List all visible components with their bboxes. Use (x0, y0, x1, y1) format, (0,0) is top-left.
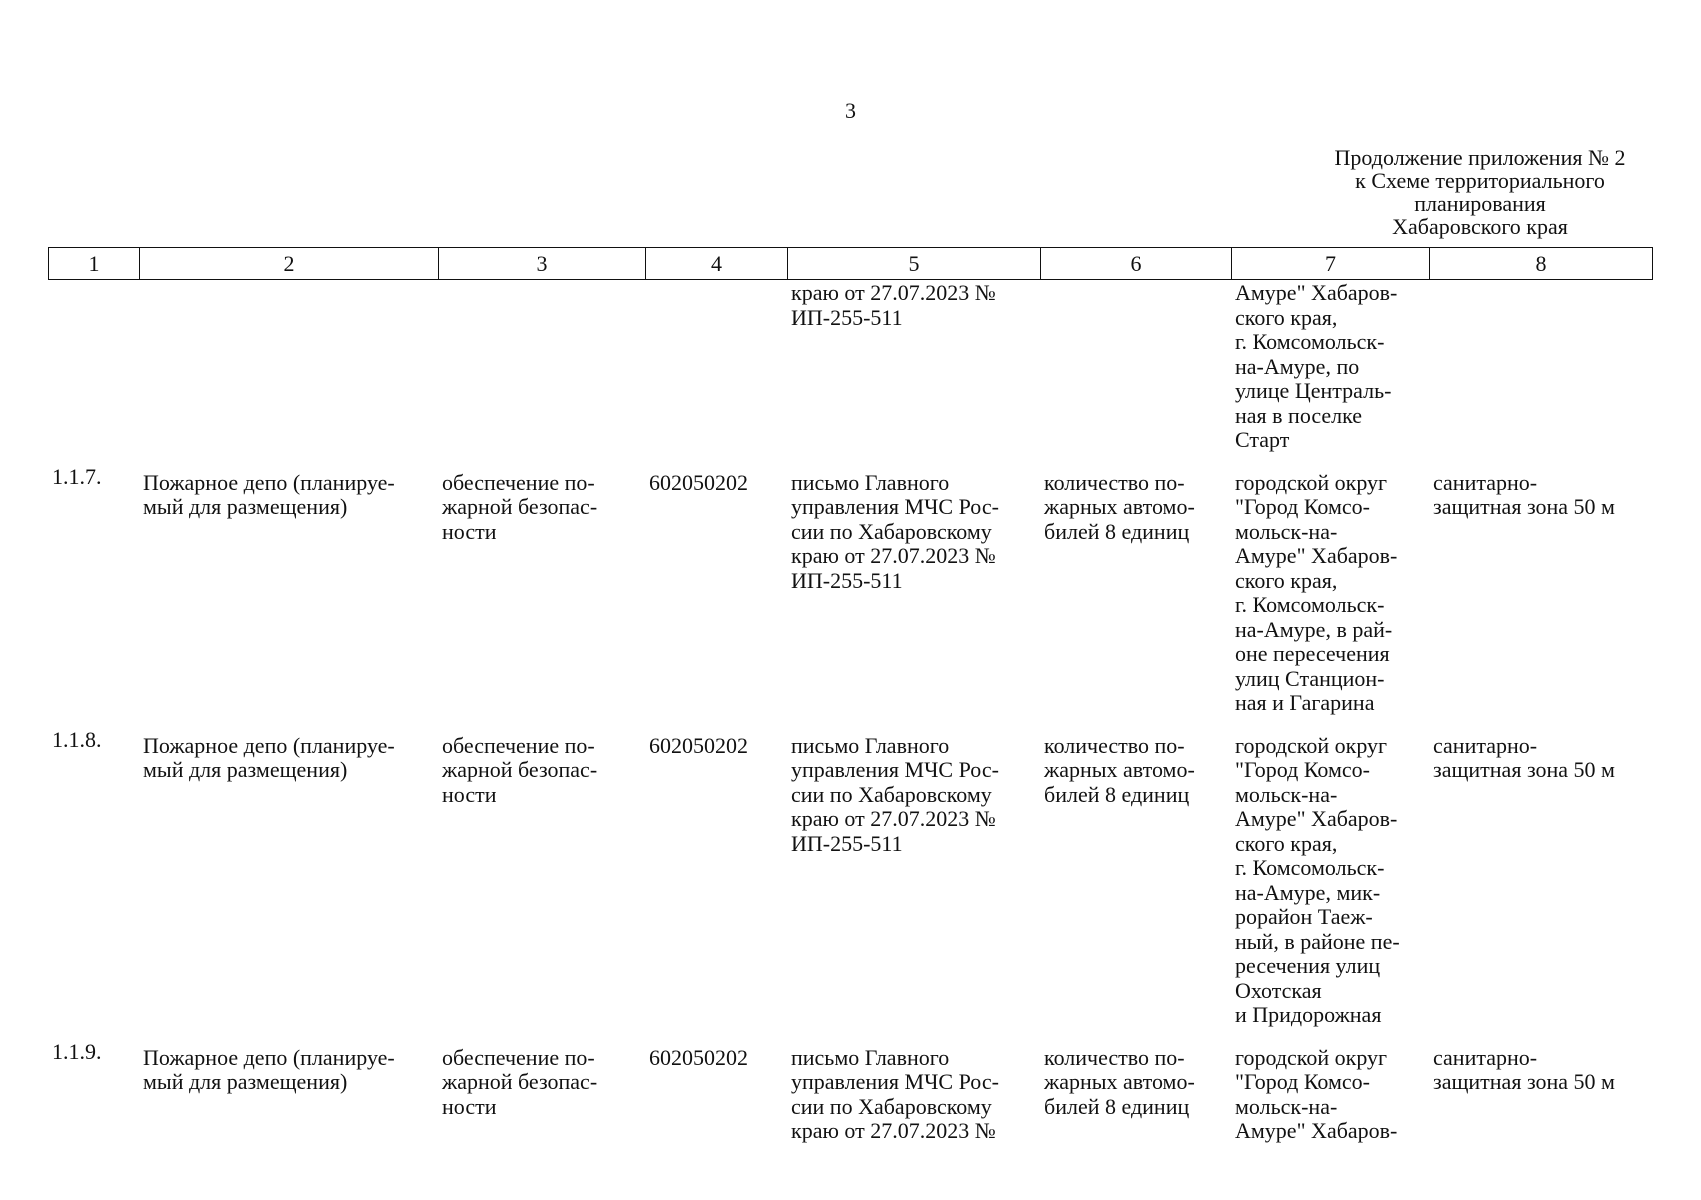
cell-line: билей 8 единиц (1044, 1093, 1190, 1119)
cell-code: 602050202 (649, 732, 748, 758)
cell-line: жарной безопас- (442, 1069, 598, 1094)
cell-location (1231, 281, 1429, 463)
table-row (48, 726, 1652, 1038)
column-header-4: 4 (646, 248, 788, 280)
column-header-1: 1 (49, 248, 140, 280)
cell-line: Амуре" Хабаров- (1235, 543, 1398, 568)
cell-line: управления МЧС Рос- (791, 494, 999, 519)
cell-line: санитарно- (1433, 469, 1538, 495)
column-header-row (49, 248, 1653, 280)
cell-line: мольск-на- (1235, 781, 1338, 807)
cell-line: Амуре" Хабаров- (1235, 806, 1398, 831)
cell-num: 1.1.9. (52, 1038, 102, 1064)
cell-line: ности (442, 518, 497, 544)
cell-line: "Город Комсо- (1235, 757, 1370, 782)
cell-line: краю от 27.07.2023 № (791, 280, 996, 305)
cell-line: ского края, (1235, 304, 1338, 330)
appendix-line: планирования (1414, 191, 1546, 216)
cell-code (645, 281, 787, 463)
cell-line: краю от 27.07.2023 № (791, 806, 996, 831)
cell-line: письмо Главного (791, 469, 950, 495)
cell-line: обеспечение по- (442, 1044, 595, 1070)
cell-line: жарных автомо- (1044, 1069, 1195, 1094)
cell-line: защитная зона 50 м (1433, 757, 1615, 782)
cell-line: ная в поселке (1235, 402, 1363, 428)
column-header-7: 7 (1232, 248, 1430, 280)
cell-line: ского края, (1235, 830, 1338, 856)
cell-line: Охотская (1235, 977, 1322, 1003)
cell-line: оне пересечения (1235, 641, 1390, 666)
cell-line: билей 8 единиц (1044, 781, 1190, 807)
cell-line: г. Комсомольск- (1235, 855, 1385, 880)
table-row (48, 463, 1652, 726)
cell-num: 1.1.7. (52, 463, 102, 489)
cell-location (1231, 463, 1429, 726)
appendix-header (1290, 146, 1670, 238)
cell-basis (787, 281, 1040, 463)
cell-line: "Город Комсо- (1235, 494, 1370, 519)
cell-line: Пожарное депо (планируе- (143, 469, 395, 495)
cell-line: обеспечение по- (442, 732, 595, 758)
cell-basis (787, 463, 1040, 726)
cell-line: сии по Хабаровскому (791, 518, 992, 544)
cell-line: письмо Главного (791, 1044, 950, 1070)
cell-line: улице Централь- (1235, 378, 1392, 403)
cell-line: ности (442, 1093, 497, 1119)
cell-line: и Придорожная (1235, 1002, 1382, 1027)
cell-line: мый для размещения) (143, 757, 348, 782)
cell-line: "Город Комсо- (1235, 1069, 1370, 1094)
cell-name (139, 463, 438, 726)
continuation-row (48, 281, 1652, 463)
cell-line: управления МЧС Рос- (791, 1069, 999, 1094)
cell-num (48, 281, 139, 463)
cell-line: на-Амуре, по (1235, 353, 1360, 379)
cell-line: Пожарное депо (планируе- (143, 1044, 395, 1070)
cell-characteristics (1040, 1038, 1231, 1144)
cell-line: жарной безопас- (442, 757, 598, 782)
cell-zone (1429, 726, 1652, 1038)
cell-name (139, 281, 438, 463)
data-table (48, 281, 1652, 1144)
cell-name (139, 1038, 438, 1144)
cell-purpose (438, 463, 645, 726)
cell-line: обеспечение по- (442, 469, 595, 495)
cell-line: на-Амуре, в рай- (1235, 616, 1393, 642)
cell-line: Амуре" Хабаров- (1235, 280, 1398, 305)
cell-location (1231, 726, 1429, 1038)
cell-zone (1429, 1038, 1652, 1144)
cell-line: городской округ (1235, 469, 1388, 495)
cell-line: сии по Хабаровскому (791, 781, 992, 807)
cell-location (1231, 1038, 1429, 1144)
appendix-line: к Схеме территориального (1355, 168, 1605, 193)
column-header-8: 8 (1430, 248, 1653, 280)
cell-purpose (438, 281, 645, 463)
table-row (48, 1038, 1652, 1144)
cell-line: санитарно- (1433, 1044, 1538, 1070)
cell-line: ный, в районе пе- (1235, 928, 1400, 954)
cell-line: Старт (1235, 427, 1290, 452)
cell-line: ИП-255-511 (791, 567, 903, 593)
cell-zone (1429, 281, 1652, 463)
cell-line: письмо Главного (791, 732, 950, 758)
cell-line: краю от 27.07.2023 № (791, 1118, 996, 1143)
cell-characteristics (1040, 726, 1231, 1038)
cell-line: на-Амуре, мик- (1235, 879, 1381, 905)
cell-line: ности (442, 781, 497, 807)
column-header-3: 3 (439, 248, 646, 280)
cell-line: Пожарное депо (планируе- (143, 732, 395, 758)
cell-line: санитарно- (1433, 732, 1538, 758)
cell-line: г. Комсомольск- (1235, 592, 1385, 617)
cell-code: 602050202 (649, 469, 748, 495)
cell-line: жарных автомо- (1044, 494, 1195, 519)
table-body (48, 281, 1652, 1144)
column-header-5: 5 (788, 248, 1041, 280)
cell-line: ресечения улиц (1235, 953, 1381, 978)
cell-line: управления МЧС Рос- (791, 757, 999, 782)
cell-purpose (438, 1038, 645, 1144)
cell-line: мый для размещения) (143, 1069, 348, 1094)
cell-line: ИП-255-511 (791, 830, 903, 856)
page-number: 3 (845, 98, 856, 123)
cell-code: 602050202 (649, 1044, 748, 1070)
cell-name (139, 726, 438, 1038)
cell-line: защитная зона 50 м (1433, 1069, 1615, 1094)
cell-line: Амуре" Хабаров- (1235, 1118, 1398, 1143)
cell-line: рорайон Таеж- (1235, 904, 1373, 929)
appendix-line: Хабаровского края (1392, 214, 1568, 239)
cell-basis (787, 1038, 1040, 1144)
cell-line: ИП-255-511 (791, 304, 903, 330)
column-header-table (48, 247, 1653, 280)
cell-basis (787, 726, 1040, 1038)
cell-zone (1429, 463, 1652, 726)
cell-line: количество по- (1044, 1044, 1185, 1070)
cell-line: мый для размещения) (143, 494, 348, 519)
cell-line: краю от 27.07.2023 № (791, 543, 996, 568)
cell-line: городской округ (1235, 732, 1388, 758)
cell-line: защитная зона 50 м (1433, 494, 1615, 519)
cell-characteristics (1040, 463, 1231, 726)
cell-line: количество по- (1044, 732, 1185, 758)
cell-line: ского края, (1235, 567, 1338, 593)
cell-line: жарной безопас- (442, 494, 598, 519)
cell-line: жарных автомо- (1044, 757, 1195, 782)
cell-num: 1.1.8. (52, 726, 102, 752)
cell-characteristics (1040, 281, 1231, 463)
cell-line: количество по- (1044, 469, 1185, 495)
cell-line: билей 8 единиц (1044, 518, 1190, 544)
cell-purpose (438, 726, 645, 1038)
cell-line: сии по Хабаровскому (791, 1093, 992, 1119)
cell-line: улиц Станцион- (1235, 665, 1385, 691)
cell-line: городской округ (1235, 1044, 1388, 1070)
cell-line: мольск-на- (1235, 1093, 1338, 1119)
cell-line: г. Комсомольск- (1235, 329, 1385, 354)
appendix-line: Продолжение приложения № 2 (1334, 145, 1626, 170)
column-header-2: 2 (140, 248, 439, 280)
column-header-6: 6 (1041, 248, 1232, 280)
cell-line: мольск-на- (1235, 518, 1338, 544)
cell-line: ная и Гагарина (1235, 690, 1375, 715)
